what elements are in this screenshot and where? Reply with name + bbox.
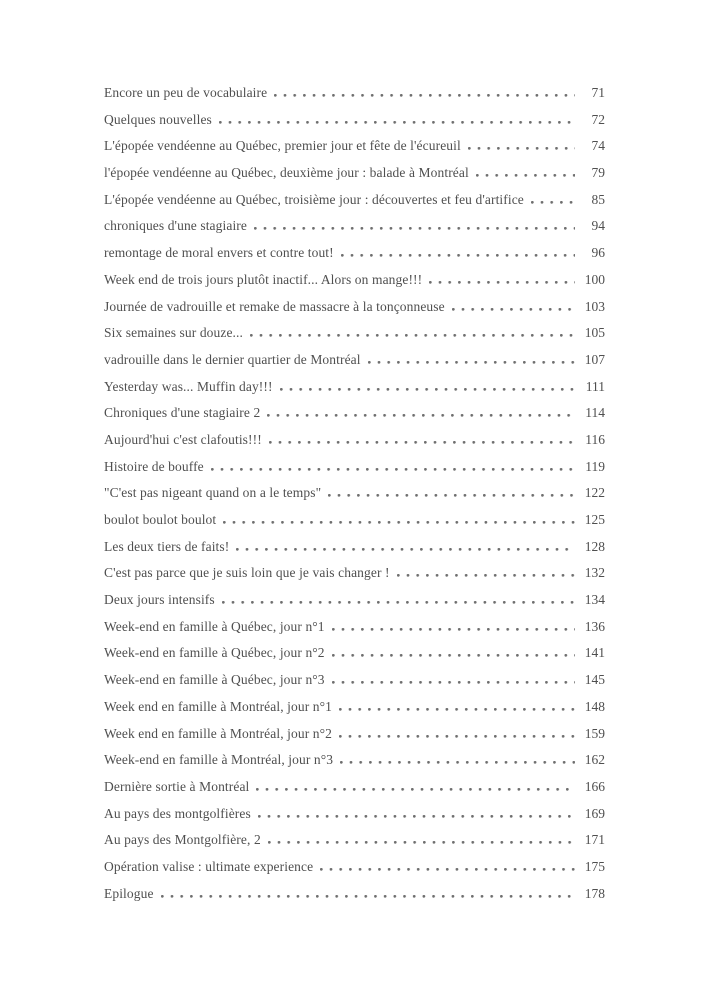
toc-entry[interactable] bbox=[104, 512, 605, 539]
toc-entry-page: 94 bbox=[591, 218, 605, 234]
dot-leader bbox=[274, 94, 575, 97]
toc-entry-page: 74 bbox=[591, 138, 605, 154]
toc-entry-page: 71 bbox=[591, 85, 605, 100]
toc-entry-title: Week end de trois jours plutôt inactif... Alors on mange!!! bbox=[104, 271, 423, 287]
toc-entry-title: Quelques nouvelles bbox=[104, 111, 212, 127]
toc-entry-page: 114 bbox=[585, 405, 605, 421]
toc-entry-title: Chroniques d'une stagiaire 2 bbox=[104, 405, 261, 421]
toc-entry-title: Week end en famille à Montréal, jour n°1 bbox=[104, 698, 332, 714]
toc-entry-title: Aujourd'hui c'est clafoutis!!! bbox=[104, 431, 262, 447]
toc-entry-title: Week-end en famille à Québec, jour n°2 bbox=[104, 645, 325, 661]
toc-entry-page: 128 bbox=[584, 538, 605, 554]
dot-leader bbox=[268, 841, 575, 844]
toc-entry-page: 107 bbox=[584, 351, 605, 367]
toc-entry-page: 162 bbox=[584, 752, 605, 768]
toc-entry-title: Dernière sortie à Montréal bbox=[104, 778, 250, 794]
dot-leader bbox=[332, 654, 575, 657]
toc-entry[interactable] bbox=[104, 325, 605, 352]
toc-entry-title: Au pays des Montgolfière, 2 bbox=[104, 832, 261, 848]
dot-leader bbox=[258, 815, 575, 818]
toc-entry[interactable] bbox=[104, 485, 605, 512]
toc-entry-page: 103 bbox=[584, 298, 605, 314]
dot-leader bbox=[256, 788, 575, 791]
dot-leader bbox=[320, 868, 575, 871]
dot-leader bbox=[340, 761, 575, 764]
dot-leader bbox=[211, 468, 575, 471]
toc-entry-page: 116 bbox=[585, 431, 605, 447]
toc-entry[interactable] bbox=[104, 832, 605, 859]
dot-leader bbox=[332, 681, 575, 684]
toc-entry[interactable] bbox=[104, 752, 605, 779]
toc-entry-page: 111 bbox=[585, 378, 605, 394]
toc-entry[interactable] bbox=[104, 272, 605, 299]
dot-leader bbox=[468, 147, 575, 150]
toc-entry-page: 79 bbox=[591, 165, 605, 181]
toc-entry[interactable] bbox=[104, 592, 605, 619]
dot-leader bbox=[236, 548, 575, 551]
toc-entry-title: chroniques d'une stagiaire bbox=[104, 218, 247, 234]
toc-entry-title: vadrouille dans le dernier quartier de Montréal bbox=[104, 351, 361, 367]
toc-entry-page: 119 bbox=[585, 458, 605, 474]
toc-entry-title: Deux jours intensifs bbox=[104, 592, 215, 608]
dot-leader bbox=[397, 574, 575, 577]
dot-leader bbox=[332, 628, 575, 631]
toc-entry-title: Au pays des montgolfières bbox=[104, 805, 251, 821]
toc-entry[interactable] bbox=[104, 886, 605, 913]
dot-leader bbox=[161, 895, 575, 898]
toc-list bbox=[104, 85, 605, 912]
dot-leader bbox=[339, 708, 575, 711]
toc-entry-page: 141 bbox=[584, 645, 605, 661]
dot-leader bbox=[223, 521, 575, 524]
toc-entry[interactable] bbox=[104, 138, 605, 165]
toc-entry-title: Week-end en famille à Québec, jour n°1 bbox=[104, 618, 325, 634]
toc-entry-title: Yesterday was... Muffin day!!! bbox=[104, 378, 273, 394]
toc-entry[interactable] bbox=[104, 85, 605, 112]
toc-entry[interactable] bbox=[104, 699, 605, 726]
toc-entry-title: remontage de moral envers et contre tout! bbox=[104, 245, 334, 261]
toc-entry-title: L'épopée vendéenne au Québec, premier jour et fête de l'écureuil bbox=[104, 138, 461, 154]
toc-entry[interactable] bbox=[104, 726, 605, 753]
toc-entry[interactable] bbox=[104, 779, 605, 806]
toc-entry[interactable] bbox=[104, 379, 605, 406]
toc-entry-page: 145 bbox=[584, 672, 605, 688]
toc-entry-page: 105 bbox=[584, 325, 605, 341]
toc-entry-title: Histoire de bouffe bbox=[104, 458, 204, 474]
toc-entry-title: boulot boulot boulot bbox=[104, 512, 217, 527]
toc-entry[interactable] bbox=[104, 672, 605, 699]
toc-entry[interactable] bbox=[104, 645, 605, 672]
toc-entry-title: L'épopée vendéenne au Québec, troisième jour : découvertes et feu d'artifice bbox=[104, 191, 524, 207]
dot-leader bbox=[280, 388, 575, 391]
dot-leader bbox=[267, 414, 575, 417]
dot-leader bbox=[254, 227, 575, 230]
dot-leader bbox=[219, 121, 575, 124]
toc-entry[interactable] bbox=[104, 192, 605, 219]
toc-entry[interactable] bbox=[104, 165, 605, 192]
toc-entry-page: 85 bbox=[591, 191, 605, 207]
toc-entry-page: 159 bbox=[584, 725, 605, 741]
toc-entry[interactable] bbox=[104, 432, 605, 459]
toc-entry[interactable] bbox=[104, 565, 605, 592]
toc-entry-page: 178 bbox=[584, 885, 605, 901]
toc-entry-page: 134 bbox=[584, 592, 605, 608]
toc-entry-title: Encore un peu de vocabulaire bbox=[104, 85, 268, 100]
toc-entry-page: 96 bbox=[591, 245, 605, 261]
dot-leader bbox=[429, 281, 575, 284]
dot-leader bbox=[222, 601, 575, 604]
toc-entry-title: Week end en famille à Montréal, jour n°2 bbox=[104, 725, 332, 741]
dot-leader bbox=[250, 334, 575, 337]
toc-entry-title: C'est pas parce que je suis loin que je vais changer ! bbox=[104, 565, 390, 581]
dot-leader bbox=[339, 735, 575, 738]
toc-entry-page: 169 bbox=[584, 805, 605, 821]
toc-entry-page: 171 bbox=[584, 832, 605, 848]
toc-entry-page: 125 bbox=[584, 512, 605, 527]
toc-entry-page: 132 bbox=[584, 565, 605, 581]
toc-entry-title: Six semaines sur douze... bbox=[104, 325, 243, 341]
toc-entry-title: Epilogue bbox=[104, 885, 154, 901]
toc-entry-title: Week-end en famille à Montréal, jour n°3 bbox=[104, 752, 334, 768]
toc-entry[interactable] bbox=[104, 245, 605, 272]
toc-entry-page: 72 bbox=[591, 111, 605, 127]
toc-entry[interactable] bbox=[104, 405, 605, 432]
dot-leader bbox=[452, 308, 575, 311]
toc-entry[interactable] bbox=[104, 299, 605, 326]
toc-entry-title: Opération valise : ultimate experience bbox=[104, 858, 314, 874]
toc-entry[interactable] bbox=[104, 539, 605, 566]
toc-entry-title: Week-end en famille à Québec, jour n°3 bbox=[104, 672, 325, 688]
toc-entry-page: 175 bbox=[584, 858, 605, 874]
dot-leader bbox=[368, 361, 575, 364]
toc-entry[interactable] bbox=[104, 459, 605, 486]
toc-entry[interactable] bbox=[104, 806, 605, 833]
toc-entry-page: 148 bbox=[584, 698, 605, 714]
toc-entry-title: Les deux tiers de faits! bbox=[104, 538, 230, 554]
dot-leader bbox=[328, 494, 575, 497]
dot-leader bbox=[269, 441, 575, 444]
toc-entry[interactable] bbox=[104, 352, 605, 379]
toc-entry-title: Journée de vadrouille et remake de massacre à la tonçonneuse bbox=[104, 298, 445, 314]
toc-entry-page: 136 bbox=[584, 618, 605, 634]
toc-entry-title: l'épopée vendéenne au Québec, deuxième jour : balade à Montréal bbox=[104, 165, 469, 181]
dot-leader bbox=[476, 174, 575, 177]
dot-leader bbox=[531, 201, 575, 204]
toc-entry[interactable] bbox=[104, 218, 605, 245]
toc-entry-page: 166 bbox=[584, 778, 605, 794]
toc-entry[interactable] bbox=[104, 859, 605, 886]
toc-entry-page: 122 bbox=[584, 485, 605, 501]
dot-leader bbox=[341, 254, 575, 257]
toc-entry[interactable] bbox=[104, 112, 605, 139]
toc-entry-title: "C'est pas nigeant quand on a le temps" bbox=[104, 485, 322, 501]
toc-entry-page: 100 bbox=[584, 271, 605, 287]
toc-entry[interactable] bbox=[104, 619, 605, 646]
